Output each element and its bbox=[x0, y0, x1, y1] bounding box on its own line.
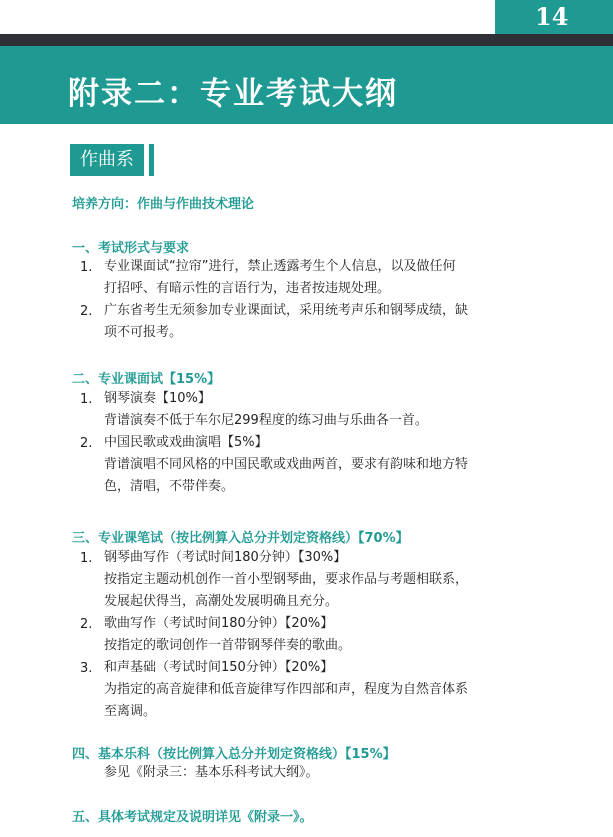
item-text bbox=[104, 432, 468, 498]
text-line: 至离调。 bbox=[104, 704, 157, 719]
item-number: 2. bbox=[80, 304, 93, 319]
section-heading: 四、基本乐科（按比例算入总分并划定资格线）【15%】 bbox=[72, 747, 396, 762]
page-title: 附录二：专业考试大纲 bbox=[68, 76, 398, 112]
section-heading: 二、专业课面试【15%】 bbox=[72, 372, 221, 387]
department-tag bbox=[70, 144, 154, 176]
item-number: 3. bbox=[80, 661, 93, 676]
department-label: 作曲系 bbox=[70, 144, 144, 176]
text-line: 专业课面试“拉帘”进行，禁止透露考生个人信息，以及做任何 bbox=[104, 259, 456, 274]
item-number: 1. bbox=[80, 260, 93, 275]
item-number: 1. bbox=[80, 392, 93, 407]
item-text bbox=[104, 300, 468, 344]
item-title: 中国民歌或戏曲演唱【5%】 bbox=[104, 435, 268, 450]
item-number: 1. bbox=[80, 551, 93, 566]
text-line: 参见《附录三：基本乐科考试大纲》。 bbox=[104, 765, 319, 780]
item-text bbox=[104, 657, 468, 723]
text-line: 发展起伏得当，高潮处发展明确且充分。 bbox=[104, 594, 339, 609]
item-text bbox=[104, 388, 428, 432]
text-line: 色，清唱，不带伴奏。 bbox=[104, 479, 235, 494]
header-divider bbox=[0, 34, 613, 46]
training-direction: 培养方向：作曲与作曲技术理论 bbox=[72, 197, 255, 212]
item-title: 歌曲写作（考试时间180分钟）【20%】 bbox=[104, 616, 334, 631]
item-text bbox=[104, 256, 455, 300]
item-number: 2. bbox=[80, 436, 93, 451]
page-number: 14 bbox=[495, 0, 613, 34]
item-text bbox=[104, 762, 319, 784]
item-text bbox=[104, 613, 351, 657]
text-line: 背谱演奏不低于车尔尼299程度的练习曲与乐曲各一首。 bbox=[104, 413, 428, 428]
item-text bbox=[104, 547, 468, 613]
text-line: 为指定的高音旋律和低音旋律写作四部和声，程度为自然音体系 bbox=[104, 682, 469, 697]
text-line: 打招呼、有暗示性的言语行为，违者按违规处理。 bbox=[104, 281, 391, 296]
text-line: 项不可报考。 bbox=[104, 325, 183, 340]
item-title: 钢琴曲写作（考试时间180分钟）【30%】 bbox=[104, 550, 347, 565]
text-line: 按指定主题动机创作一首小型钢琴曲，要求作品与考题相联系， bbox=[104, 572, 469, 587]
section-heading: 一、考试形式与要求 bbox=[72, 241, 190, 256]
text-line: 背谱演唱不同风格的中国民歌或戏曲两首，要求有韵味和地方特 bbox=[104, 457, 469, 472]
text-line: 广东省考生无须参加专业课面试，采用统考声乐和钢琴成绩，缺 bbox=[104, 303, 469, 318]
section-heading: 五、具体考试规定及说明详见《附录一》。 bbox=[72, 810, 313, 825]
text-line: 按指定的歌词创作一首带钢琴伴奏的歌曲。 bbox=[104, 638, 352, 653]
section-heading: 三、专业课笔试（按比例算入总分并划定资格线）【70%】 bbox=[72, 531, 409, 546]
item-number: 2. bbox=[80, 617, 93, 632]
department-accent-bar bbox=[149, 144, 154, 176]
item-title: 和声基础（考试时间150分钟）【20%】 bbox=[104, 660, 334, 675]
item-title: 钢琴演奏【10%】 bbox=[104, 391, 211, 406]
